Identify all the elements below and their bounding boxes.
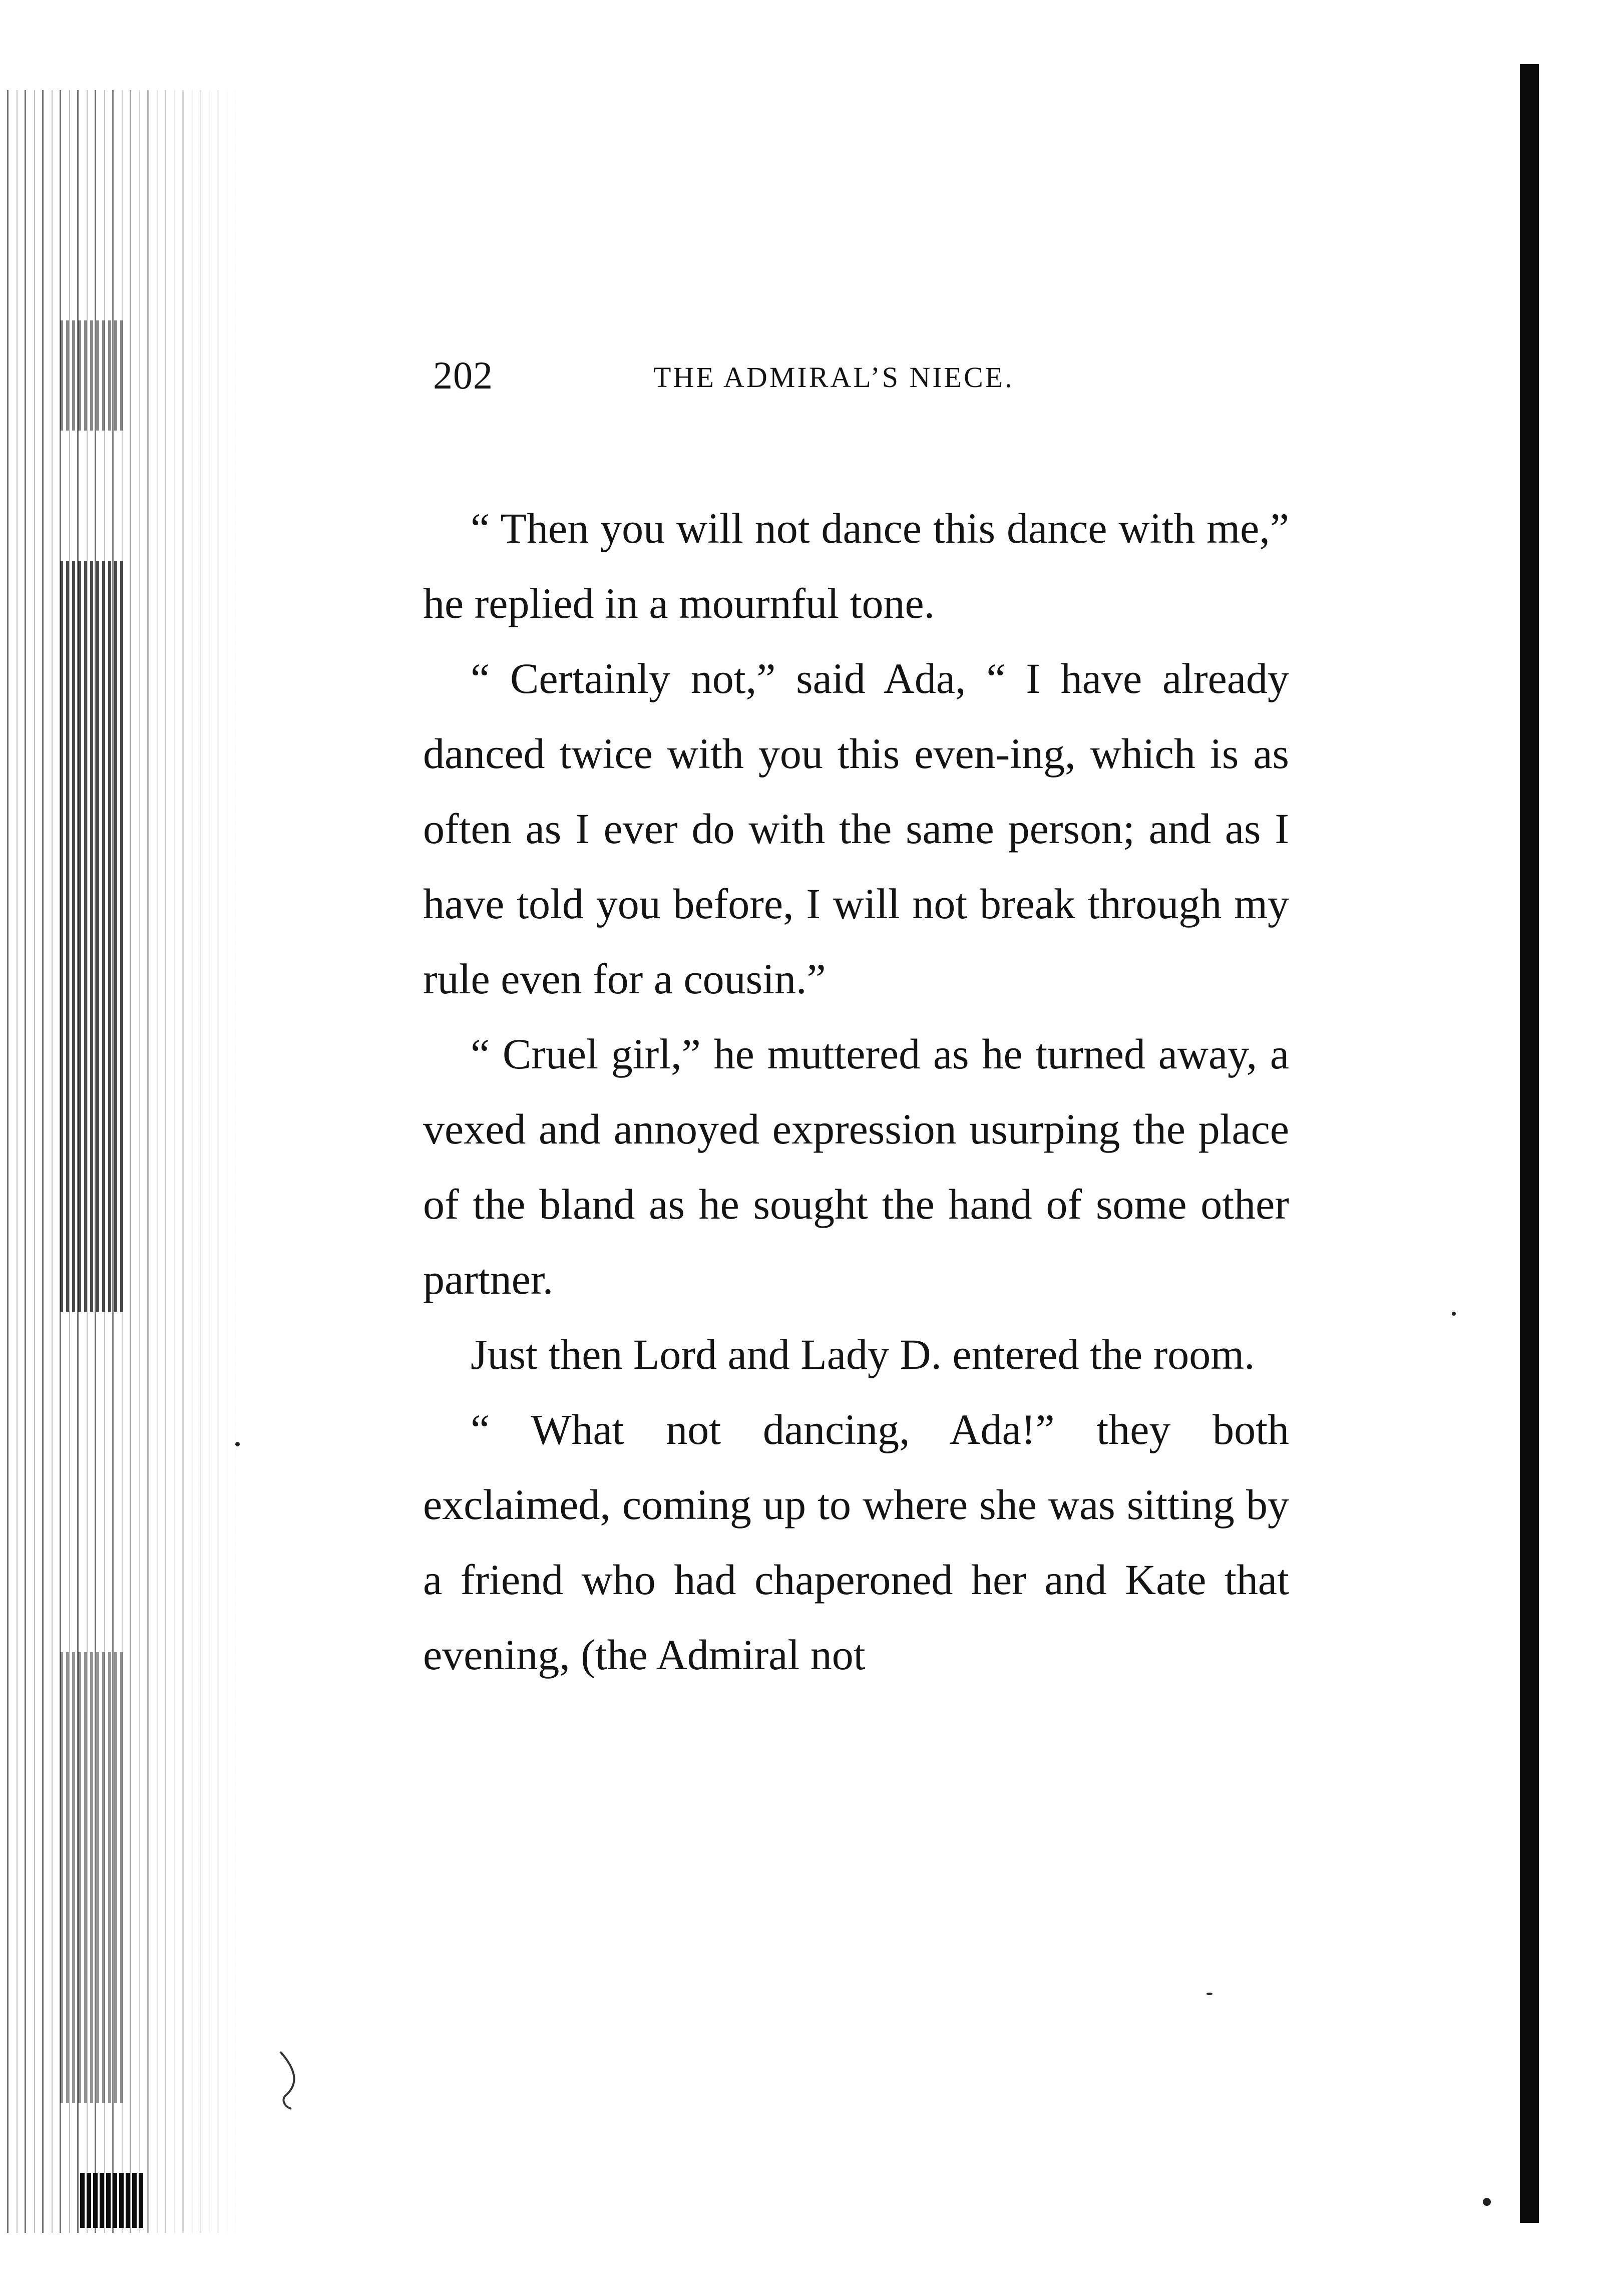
scan-speck <box>235 1442 240 1446</box>
running-head <box>433 350 1094 401</box>
page-edge-rule <box>1520 64 1539 2223</box>
paragraph: “ What not dancing, Ada!” they both exclaimed, coming up to where she was sitting by a friend who had chaperoned her and Kate that evening, (the Admiral not <box>423 1405 1289 1679</box>
paragraph: “ Cruel girl,” he muttered as he turned away, a vexed and annoyed expression usurping the place of the bland as he sought the hand of some other partner. <box>423 1030 1289 1303</box>
scan-spine-dark-band <box>60 561 125 1312</box>
paragraph: Just then Lord and Lady D. entered the room. <box>471 1330 1255 1378</box>
scan-speck <box>1452 1312 1456 1316</box>
scan-speck <box>1483 2198 1491 2206</box>
scan-speck <box>1206 1993 1212 1995</box>
pencil-mark-icon <box>274 2048 309 2113</box>
paragraph: “ Certainly not,” said Ada, “ I have already danced twice with you this even-ing, which is as often as I ever do with the same person; and as I have told you before, I will not break through my rule even for a cousin.” <box>423 654 1289 1003</box>
page-number: 202 <box>433 353 493 397</box>
paragraph: “ Then you will not dance this dance with me,” he replied in a mournful tone. <box>423 504 1289 627</box>
scan-spine-dark-band <box>60 320 125 431</box>
body-text <box>423 491 1289 1692</box>
scan-spine-foot <box>80 2173 145 2228</box>
running-title: THE ADMIRAL’S NIECE. <box>653 361 1014 394</box>
scan-spine-dark-band <box>60 1652 125 2103</box>
